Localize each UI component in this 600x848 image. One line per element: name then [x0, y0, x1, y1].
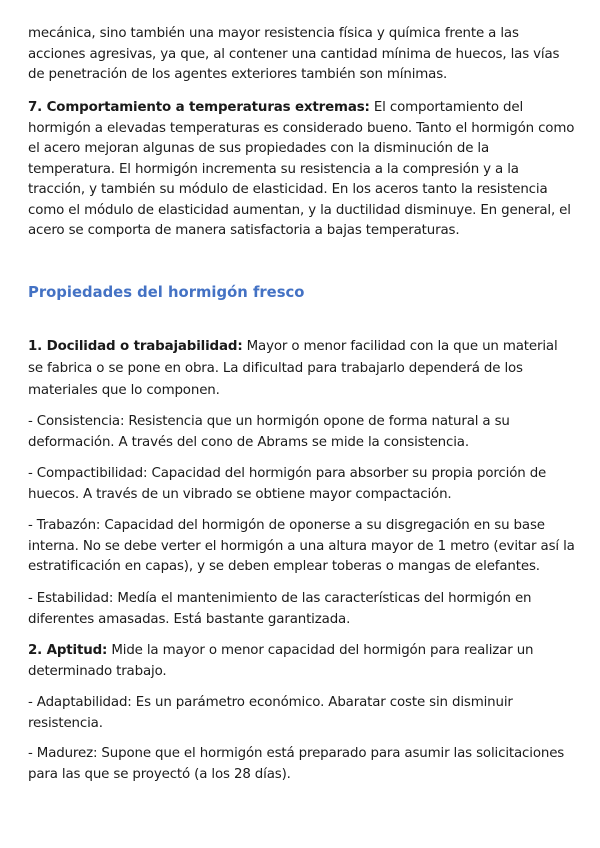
- paragraph-consistencia: - Consistencia: Resistencia que un hormigón opone de forma natural a su deformación. A través del cono de Abrams se mide la consistencia.: [28, 414, 510, 450]
- section-heading: Propiedades del hormigón fresco: [28, 284, 305, 301]
- paragraph-trabazon: - Trabazón: Capacidad del hormigón de oponerse a su disgregación en su base interna. No se debe verter el hormigón a una altura mayor de 1 metro (evitar así la estratificación en capas), y se deben emplear toberas o mangas de elefantes.: [28, 518, 575, 574]
- paragraph-item-1: [28, 336, 576, 402]
- item-7-text: El comportamiento del hormigón a elevadas temperaturas es considerado bueno. Tanto el hormigón como el acero mejoran algunas de sus propiedades con la disminución de la temperatura. El hormigón incrementa su resistencia a la compresión y a la tracción, y también su módulo de elasticidad. En los aceros tanto la resistencia como el módulo de elasticidad aumentan, y la ductilidad disminuye. En general, el acero se comporta de manera satisfactoria a bajas temperaturas.: [28, 100, 575, 238]
- paragraph-item-2: [28, 641, 576, 682]
- paragraph-estabilidad: - Estabilidad: Medía el mantenimiento de las características del hormigón en diferentes amasadas. Está bastante garantizada.: [28, 591, 532, 627]
- paragraph-adaptabilidad: - Adaptabilidad: Es un parámetro económico. Abaratar coste sin disminuir resistencia.: [28, 695, 513, 731]
- item-1-text: Mayor o menor facilidad con la que un material se fabrica o se pone en obra. La dificultad para trabajarlo dependerá de los materiales que lo componen.: [28, 339, 558, 398]
- paragraph-compactibilidad: - Compactibilidad: Capacidad del hormigón para absorber su propia porción de huecos. A través de un vibrado se obtiene mayor compactación.: [28, 466, 547, 502]
- paragraph-continuation: mecánica, sino también una mayor resistencia física y química frente a las acciones agresivas, ya que, al contener una cantidad mínima de huecos, las vías de penetración de los agentes exteriores también son mínimas.: [28, 26, 560, 82]
- item-7-label: 7. Comportamiento a temperaturas extremas:: [28, 100, 370, 115]
- item-2-label: 2. Aptitud:: [28, 643, 108, 658]
- paragraph-madurez: - Madurez: Supone que el hormigón está preparado para asumir las solicitaciones para las que se proyectó (a los 28 días).: [28, 746, 565, 782]
- paragraph-item-7: [28, 98, 576, 242]
- item-2-text: Mide la mayor o menor capacidad del hormigón para realizar un determinado trabajo.: [28, 643, 534, 679]
- item-1-label: 1. Docilidad o trabajabilidad:: [28, 339, 243, 354]
